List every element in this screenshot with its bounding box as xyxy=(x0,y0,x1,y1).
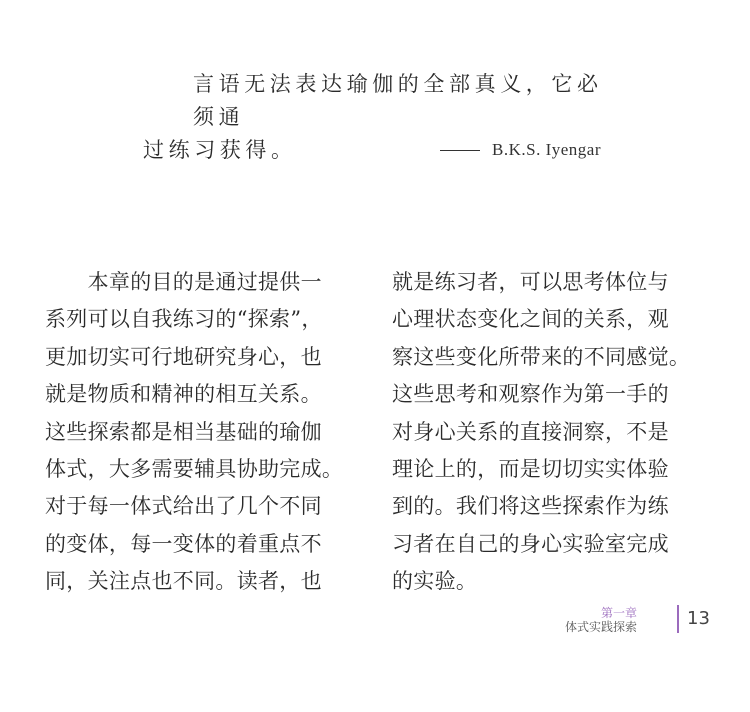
body-line: 就是练习者，可以思考体位与 xyxy=(392,270,669,294)
body-line: 这些探索都是相当基础的瑜伽 xyxy=(45,419,322,444)
page-number: 13 xyxy=(687,608,710,629)
page-footer xyxy=(560,604,720,634)
body-line: 就是物质和精神的相互关系。 xyxy=(45,382,322,407)
body-line: 系列可以自我练习的“探索”， xyxy=(45,307,323,332)
chapter-title: 体式实践探索 xyxy=(564,620,637,634)
body-line: 习者在自己的身心实验室完成 xyxy=(392,531,669,556)
epigraph-attribution xyxy=(440,140,601,160)
body-line: 体式，大多需要辅具协助完成。 xyxy=(45,457,344,482)
body-line: 到的。我们将这些探索作为练 xyxy=(392,494,669,519)
body-line: 更加切实可行地研究身心，也 xyxy=(45,344,322,369)
body-column-left xyxy=(45,264,377,601)
body-line: 心理状态变化之间的关系，观 xyxy=(392,307,669,332)
body-line: 的变体，每一变体的着重点不 xyxy=(45,531,322,556)
body-column-right xyxy=(392,264,724,601)
attribution-author: B.K.S. Iyengar xyxy=(492,140,601,159)
body-line: 察这些变化所带来的不同感觉。 xyxy=(392,344,691,369)
footer-divider xyxy=(677,605,679,633)
chapter-number: 第一章 xyxy=(600,606,637,620)
em-dash-rule xyxy=(440,150,480,151)
body-line: 这些思考和观察作为第一手的 xyxy=(392,382,669,407)
body-line: 对身心关系的直接洞察，不是 xyxy=(392,419,669,444)
body-line: 本章的目的是通过提供一 xyxy=(45,270,322,294)
body-line: 的实验。 xyxy=(392,569,478,594)
epigraph-line-2: 过练习获得。 xyxy=(143,138,297,162)
epigraph-line-1: 言语无法表达瑜伽的全部真义，它必须通 xyxy=(193,72,603,129)
body-line: 对于每一体式给出了几个不同 xyxy=(45,494,322,519)
body-line: 理论上的，而是切切实实体验 xyxy=(392,457,669,482)
body-line: 同，关注点也不同。读者，也 xyxy=(45,569,322,594)
